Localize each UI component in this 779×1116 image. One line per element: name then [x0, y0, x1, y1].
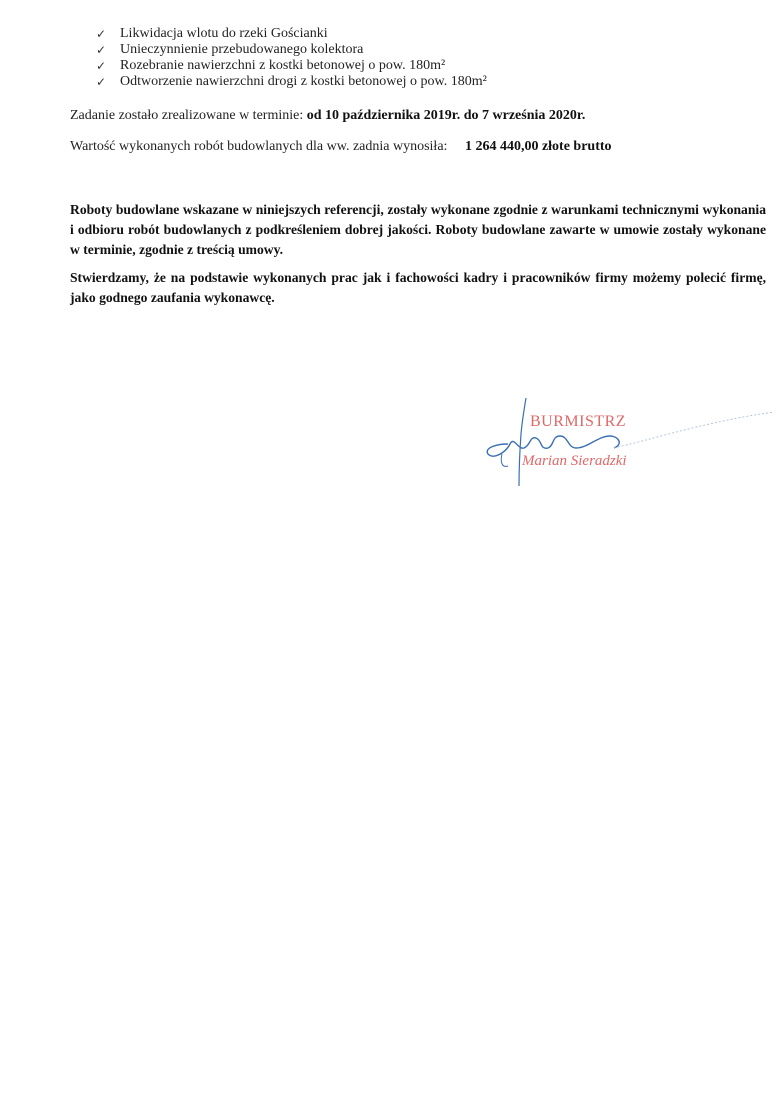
list-item-text: Likwidacja wlotu do rzeki Gościanki	[120, 26, 328, 41]
recommendation-paragraph: Stwierdzamy, że na podstawie wykonanych prac jak i fachowości kadry i pracowników firmy możemy polecić firmę, jako godnego zaufania wykonawcę.	[70, 270, 766, 305]
list-item-text: Unieczynnienie przebudowanego kolektora	[120, 42, 364, 57]
completion-line	[70, 107, 585, 125]
list-item	[96, 74, 487, 90]
value-line	[70, 138, 612, 156]
checkmark-icon: ✓	[96, 59, 107, 73]
signature-block	[478, 392, 778, 492]
value-amount: 1 264 440,00 złote brutto	[464, 139, 612, 154]
completion-label: Zadanie zostało zrealizowane w terminie:	[70, 108, 304, 123]
value-label: Wartość wykonanych robót budowlanych dla ww. zadnia wynosiła:	[70, 139, 448, 154]
checkmark-icon: ✓	[96, 43, 107, 57]
list-item	[96, 58, 487, 74]
checkmark-icon: ✓	[96, 27, 107, 41]
list-item	[96, 26, 487, 42]
list-item-text: Odtworzenie nawierzchni drogi z kostki betonowej o pow. 180m²	[120, 74, 487, 89]
checkmark-icon: ✓	[96, 75, 107, 89]
works-checklist	[96, 26, 487, 90]
stamp-title: BURMISTRZ	[530, 413, 627, 430]
list-item	[96, 42, 487, 58]
completion-period: od 10 października 2019r. do 7 września 2020r.	[306, 108, 586, 123]
handwritten-signature	[478, 392, 778, 492]
quality-paragraph: Roboty budowlane wskazane w niniejszych referencji, zostały wykonane zgodnie z warunkami technicznymi wykonania i odbioru robót budowlanych z podkreśleniem dobrej jakości. Roboty budowlane zawarte w umowie zostały wykonane w terminie, zgodnie z treścią umowy.	[70, 202, 766, 257]
list-item-text: Rozebranie nawierzchni z kostki betonowej o pow. 180m²	[120, 58, 446, 73]
stamp-name: Marian Sieradzki	[522, 453, 627, 469]
